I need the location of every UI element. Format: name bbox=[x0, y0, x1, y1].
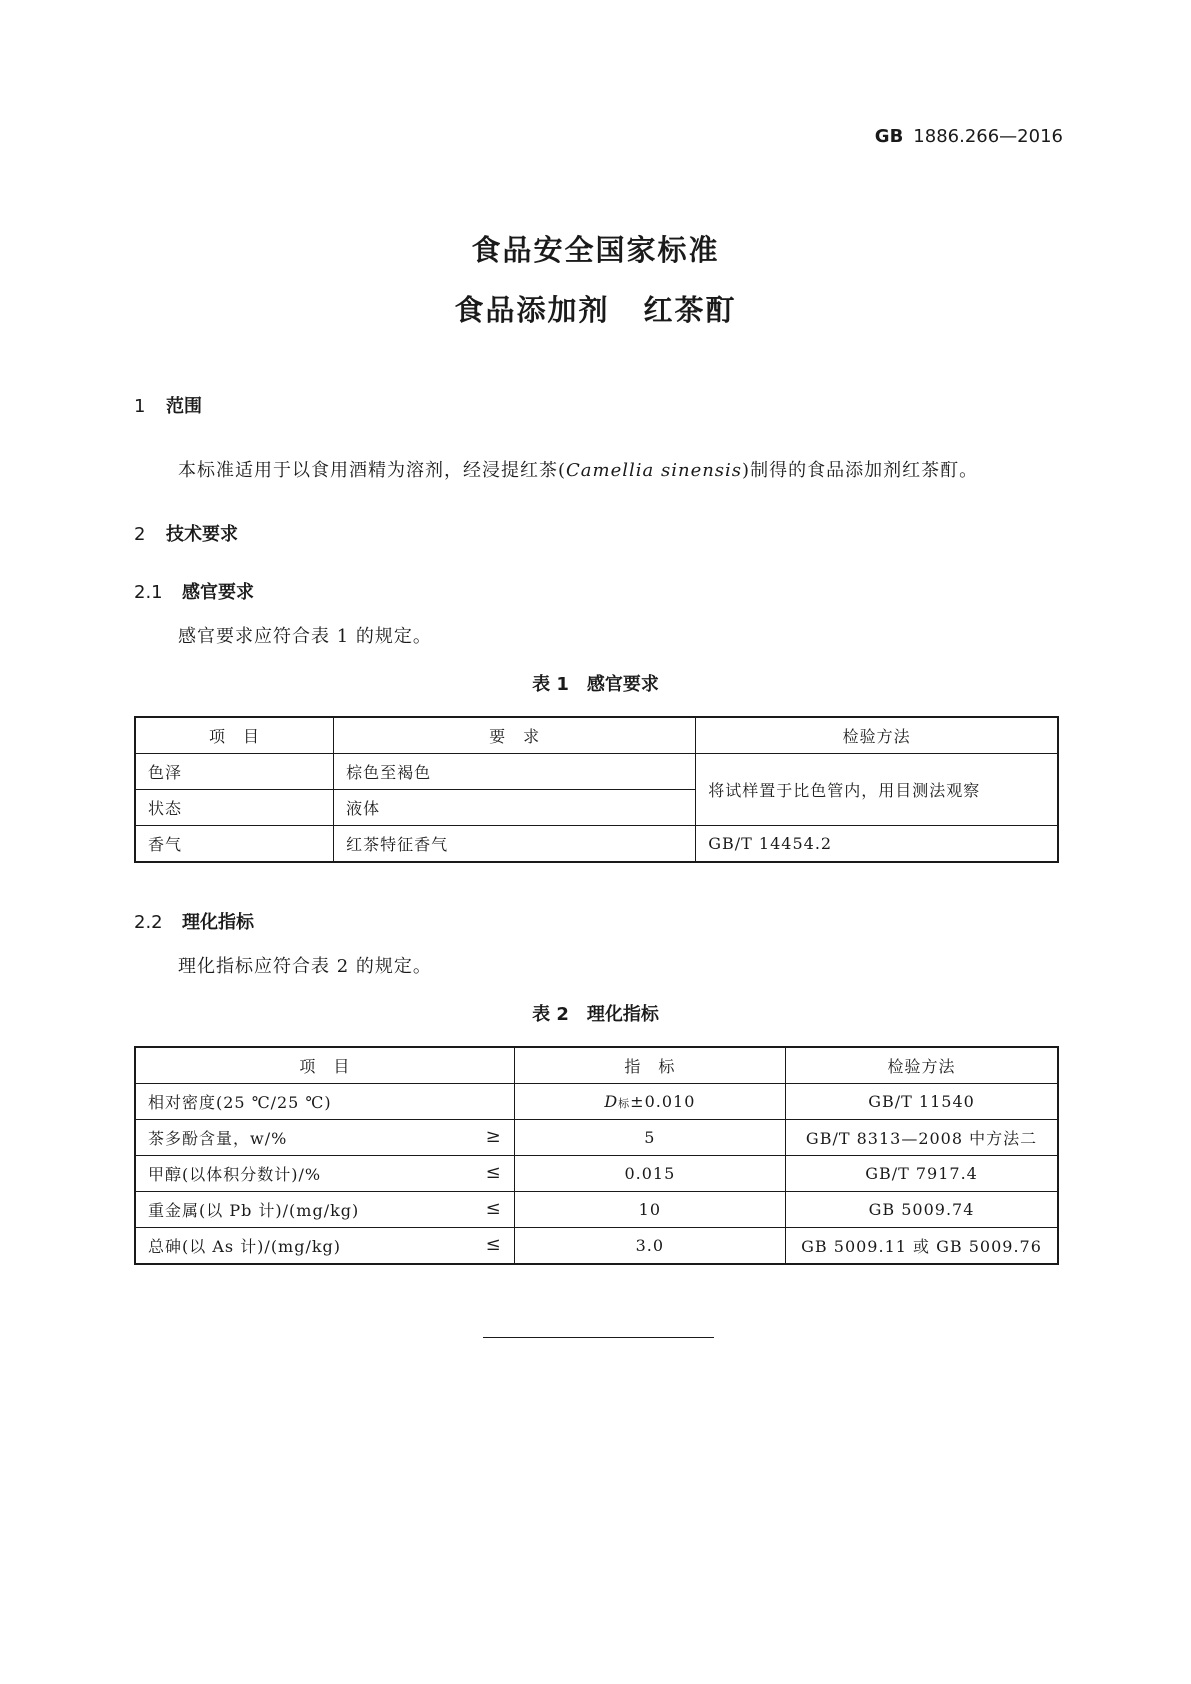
table-row bbox=[135, 826, 1058, 863]
method-cell: GB/T 8313—2008 中方法二 bbox=[786, 1120, 1058, 1156]
standard-prefix: GB bbox=[874, 126, 904, 147]
table-header-row bbox=[135, 1047, 1058, 1084]
section-2-heading bbox=[134, 520, 238, 546]
item-label: 茶多酚含量，w/% bbox=[148, 1129, 288, 1148]
section-number: 2.2 bbox=[134, 912, 163, 933]
standard-number bbox=[875, 126, 1063, 147]
value-cell: 10 bbox=[514, 1192, 785, 1228]
document-subtitle bbox=[0, 288, 1191, 329]
item-cell bbox=[135, 1084, 514, 1120]
item-cell bbox=[135, 1120, 514, 1156]
item-cell: 色泽 bbox=[135, 754, 334, 790]
item-label: 相对密度(25 ℃/25 ℃) bbox=[148, 1093, 332, 1112]
comparison-symbol: ≤ bbox=[485, 1198, 502, 1219]
value-cell bbox=[514, 1084, 785, 1120]
value-cell: 0.015 bbox=[514, 1156, 785, 1192]
requirement-cell: 棕色至褐色 bbox=[334, 754, 696, 790]
latin-name: Camellia sinensis bbox=[566, 460, 743, 481]
physchem-paragraph: 理化指标应符合表 2 的规定。 bbox=[178, 956, 432, 977]
value-text: ±0.010 bbox=[630, 1092, 696, 1111]
section-number: 2.1 bbox=[134, 582, 163, 603]
physchem-table bbox=[134, 1046, 1059, 1265]
table-row bbox=[135, 1228, 1058, 1265]
table-row bbox=[135, 1156, 1058, 1192]
section-title: 技术要求 bbox=[166, 524, 238, 545]
header-requirement: 要 求 bbox=[334, 717, 696, 754]
method-cell-merged: 将试样置于比色管内，用目测法观察 bbox=[696, 754, 1058, 826]
table-row bbox=[135, 1084, 1058, 1120]
subtitle-part-1: 食品添加剂 bbox=[454, 293, 610, 327]
value-subscript: 标 bbox=[618, 1097, 631, 1110]
method-cell: GB/T 14454.2 bbox=[696, 826, 1058, 863]
header-item: 项 目 bbox=[135, 717, 334, 754]
caption-number: 表 1 bbox=[532, 674, 569, 695]
item-cell: 状态 bbox=[135, 790, 334, 826]
method-cell: GB 5009.11 或 GB 5009.76 bbox=[786, 1228, 1058, 1265]
section-title: 理化指标 bbox=[182, 912, 254, 933]
header-method: 检验方法 bbox=[786, 1047, 1058, 1084]
subtitle-part-2: 红茶酊 bbox=[643, 293, 737, 327]
table-1-caption bbox=[0, 670, 1191, 696]
header-method: 检验方法 bbox=[696, 717, 1058, 754]
table-row bbox=[135, 1120, 1058, 1156]
sensory-paragraph: 感官要求应符合表 1 的规定。 bbox=[178, 626, 432, 647]
caption-title: 感官要求 bbox=[586, 674, 659, 695]
item-cell bbox=[135, 1192, 514, 1228]
item-cell bbox=[135, 1228, 514, 1265]
comparison-symbol: ≤ bbox=[485, 1162, 502, 1183]
value-cell: 3.0 bbox=[514, 1228, 785, 1265]
header-item: 项 目 bbox=[135, 1047, 514, 1084]
item-label: 总砷(以 As 计)/(mg/kg) bbox=[148, 1237, 342, 1256]
table-2-caption bbox=[0, 1000, 1191, 1026]
section-number: 1 bbox=[134, 396, 146, 417]
value-cell: 5 bbox=[514, 1120, 785, 1156]
table-row bbox=[135, 1192, 1058, 1228]
section-title: 范围 bbox=[166, 396, 202, 417]
requirement-cell: 红茶特征香气 bbox=[334, 826, 696, 863]
section-2-1-heading bbox=[134, 578, 254, 604]
item-cell bbox=[135, 1156, 514, 1192]
requirement-cell: 液体 bbox=[334, 790, 696, 826]
scope-text-end: )制得的食品添加剂红茶酊。 bbox=[742, 460, 979, 481]
table-header-row bbox=[135, 717, 1058, 754]
item-cell: 香气 bbox=[135, 826, 334, 863]
comparison-symbol: ≥ bbox=[485, 1126, 502, 1147]
scope-paragraph bbox=[178, 456, 978, 482]
comparison-symbol: ≤ bbox=[485, 1234, 502, 1255]
method-cell: GB/T 7917.4 bbox=[786, 1156, 1058, 1192]
document-title: 食品安全国家标准 bbox=[471, 233, 720, 267]
header-index: 指 标 bbox=[514, 1047, 785, 1084]
method-cell: GB/T 11540 bbox=[786, 1084, 1058, 1120]
table-row bbox=[135, 754, 1058, 790]
section-1-heading bbox=[134, 392, 202, 418]
section-2-2-heading bbox=[134, 908, 254, 934]
caption-number: 表 2 bbox=[532, 1004, 569, 1025]
caption-title: 理化指标 bbox=[586, 1004, 659, 1025]
end-divider bbox=[483, 1337, 714, 1338]
sensory-table bbox=[134, 716, 1059, 863]
method-cell: GB 5009.74 bbox=[786, 1192, 1058, 1228]
value-symbol: D bbox=[604, 1092, 619, 1111]
scope-text: 本标准适用于以食用酒精为溶剂，经浸提红茶( bbox=[178, 460, 567, 481]
item-label: 甲醇(以体积分数计)/% bbox=[148, 1165, 322, 1184]
standard-code: 1886.266—2016 bbox=[913, 126, 1063, 147]
item-label: 重金属(以 Pb 计)/(mg/kg) bbox=[148, 1201, 360, 1220]
section-title: 感官要求 bbox=[182, 582, 254, 603]
section-number: 2 bbox=[134, 524, 146, 545]
